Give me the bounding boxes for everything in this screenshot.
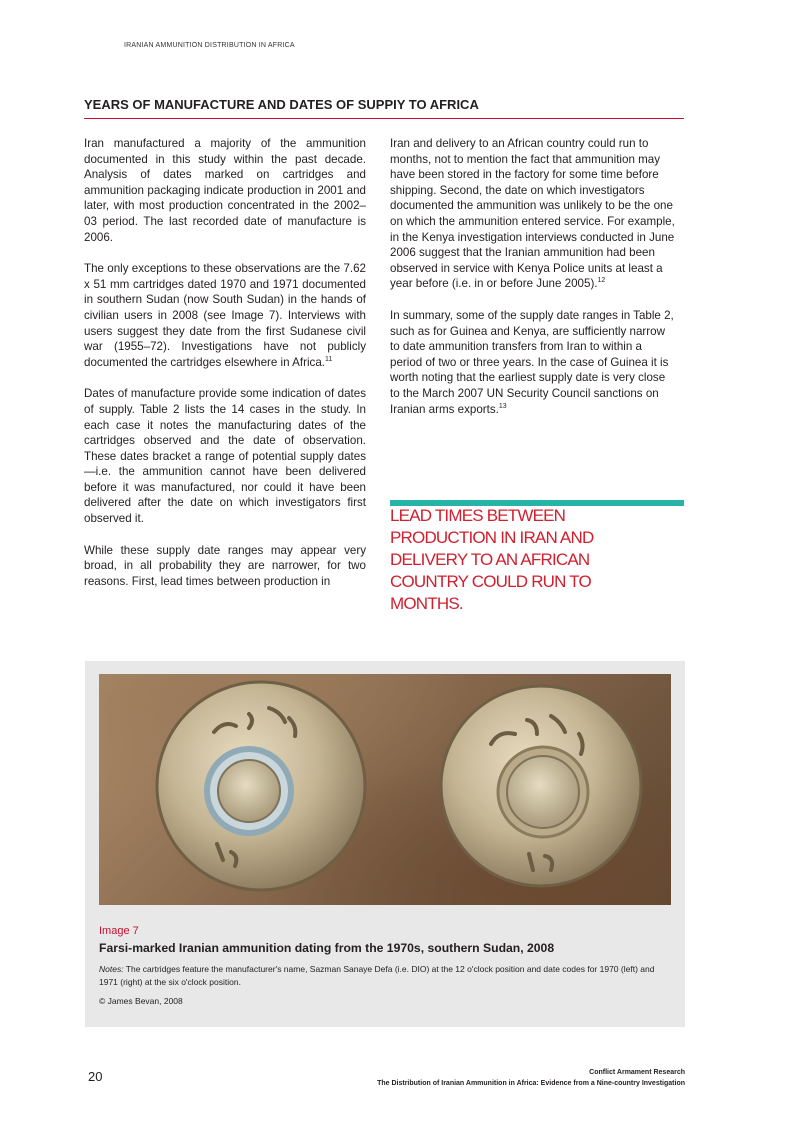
footnote-ref-11: 11 — [325, 355, 333, 363]
right-paragraph-2 — [390, 308, 675, 417]
section-title: YEARS OF MANUFACTURE AND DATES OF SUPPIY TO AFRICA — [84, 97, 479, 112]
figure-title: Farsi-marked Iranian ammunition dating from the 1970s, southern Sudan, 2008 — [99, 941, 555, 955]
right-paragraph-1-text: Iran and delivery to an African country could run to months, not to mention the fact that ammunition may have been stored in the factory for some time before shipping. Second, the date on which investigators documented the ammunition was unlikely to be the one on which the ammunition entered service. For example, in the Kenya investigation interviews conducted in June 2006 suggest that the Iranian ammunition had been observed in service with Kenya Police units at least a year before (i.e. in or before June 2005). — [390, 137, 675, 291]
footnote-ref-12: 12 — [597, 277, 606, 285]
page-number: 20 — [88, 1069, 103, 1084]
left-paragraph-1: Iran manufactured a majority of the ammunition documented in this study within the past decade. Analysis of dates marked on cartridges and ammunition packaging indicate production in 2001 and later, with most production concentrated in the 2002–03 period. The last recorded date of manufacture is 2006. — [84, 137, 366, 244]
cartridge-right — [441, 686, 641, 886]
left-paragraph-2 — [84, 261, 366, 370]
footer-organization: Conflict Armament Research — [589, 1069, 685, 1076]
cartridge-photo — [99, 674, 671, 905]
left-column — [84, 136, 366, 605]
figure-label: Image 7 — [99, 925, 139, 937]
left-paragraph-3: Dates of manufacture provide some indication of dates of supply. Table 2 lists the 14 cases in the study. In each case it notes the manufacturing dates of the cartridges observed and the date of observation. These dates bracket a range of potential supply dates—i.e. the ammunition cannot have been delivered before it was manufactured, nor could it have been delivered after the date on which investigators first observed it. — [84, 387, 366, 526]
footer-publication-title: The Distribution of Iranian Ammunition in Africa: Evidence from a Nine-country Investigation — [377, 1080, 685, 1087]
right-paragraph-1 — [390, 136, 675, 292]
figure-credit: © James Bevan, 2008 — [99, 996, 183, 1006]
figure-notes-text: The cartridges feature the manufacturer's name, Sazman Sanaye Defa (i.e. DIO) at the 12 o'clock position and date codes for 1970 (left) and 1971 (right) at the six o'clock position. — [99, 964, 655, 987]
right-paragraph-2-text: In summary, some of the supply date ranges in Table 2, such as for Guinea and Kenya, are sufficiently narrow to date ammunition transfers from Iran to within a period of two or three years. In the case of Guinea it is worth noting that the earliest supply date is very close to the March 2007 UN Security Council sanctions on Iranian arms exports. — [390, 308, 674, 416]
left-paragraph-4: While these supply date ranges may appear very broad, in all probability they are narrower, for two reasons. First, lead times between production in — [84, 543, 366, 588]
cartridge-photo-illustration — [99, 674, 671, 905]
cartridge-left — [157, 682, 365, 890]
left-paragraph-2-text: The only exceptions to these observations are the 7.62 x 51 mm cartridges dated 1970 and 1971 documented in southern Sudan (now South Sudan) in the hands of civilian users in 2008 (see Image 7). Interviews with users suggest they date from the first Sudanese civil war (1955–72). Investigations have not publicly documented the cartridges elsewhere in Africa. — [84, 262, 366, 369]
title-divider — [84, 118, 684, 119]
pull-quote: LEAD TIMES BETWEEN PRODUCTION IN IRAN AND DELIVERY TO AN AFRICAN COUNTRY COULD RUN TO MONTHS. — [390, 506, 594, 613]
footnote-ref-13: 13 — [498, 402, 507, 410]
figure-notes — [99, 963, 671, 989]
figure-notes-label: Notes: — [99, 964, 124, 974]
right-column — [390, 136, 675, 433]
figure-box — [85, 661, 685, 1027]
running-head: IRANIAN AMMUNITION DISTRIBUTION IN AFRICA — [124, 42, 295, 49]
